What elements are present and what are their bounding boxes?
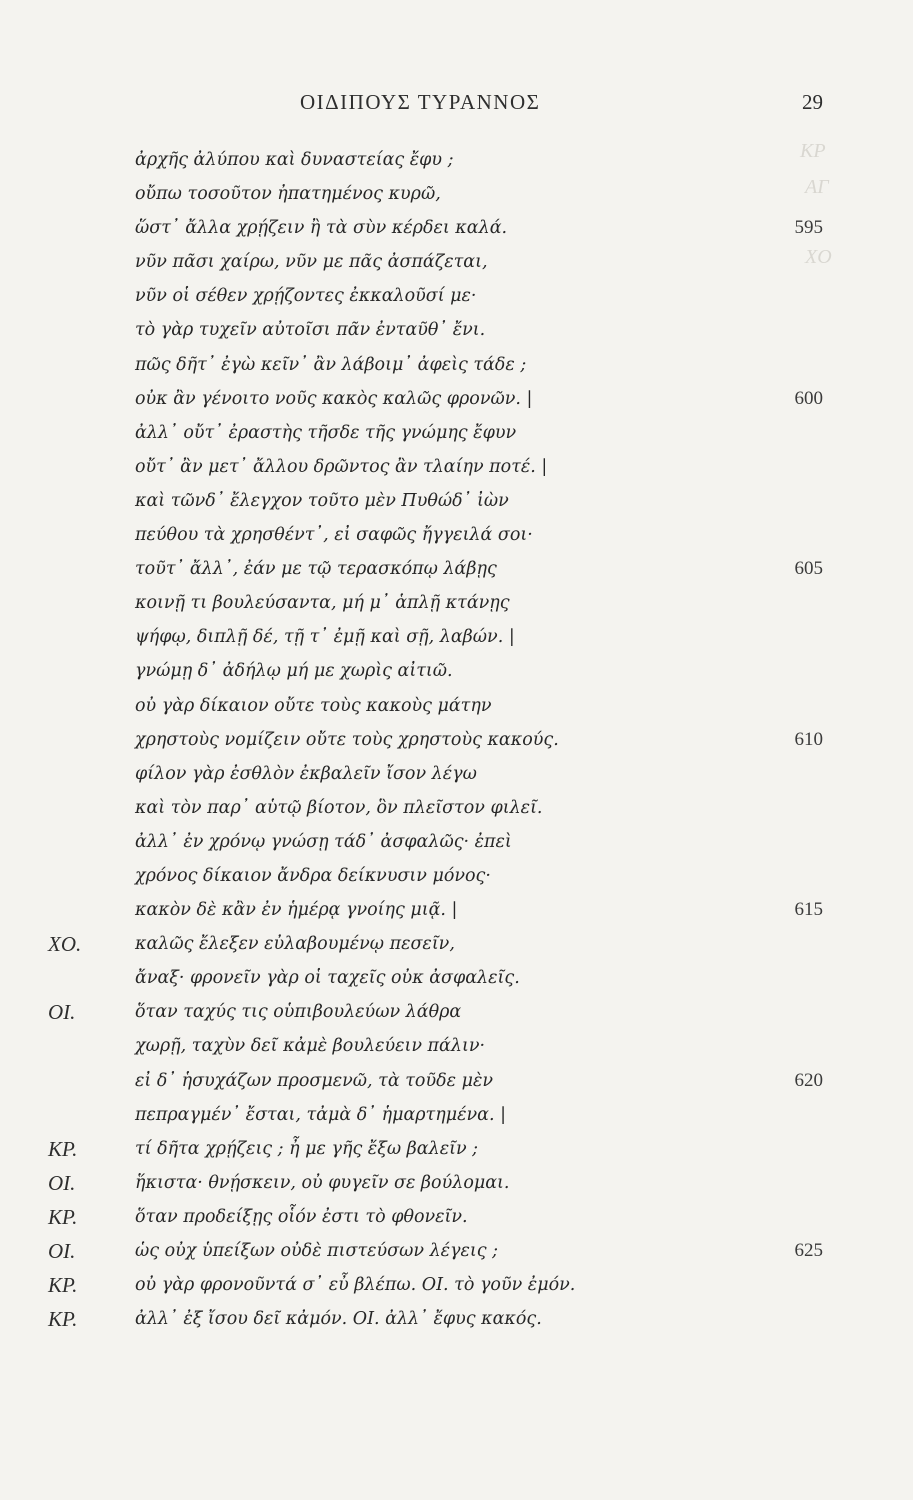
verse-text: καὶ τὸν παρ᾽ αὑτῷ βίοτον, ὃν πλεῖστον φιλεῖ. bbox=[135, 797, 543, 818]
verse-text: καλῶς ἔλεξεν εὐλαβουμένῳ πεσεῖν, bbox=[135, 934, 455, 955]
speaker-label: ΚΡ. bbox=[48, 1307, 78, 1332]
line-number: 610 bbox=[794, 728, 823, 750]
verse-line bbox=[0, 1029, 913, 1063]
verse-line bbox=[0, 1200, 913, 1234]
verse-line bbox=[0, 893, 913, 927]
verse-line bbox=[0, 177, 913, 211]
verse-text: ἄναξ· φρονεῖν γὰρ οἱ ταχεῖς οὐκ ἀσφαλεῖς. bbox=[135, 968, 520, 989]
verse-text: ὅταν ταχύς τις οὑπιβουλεύων λάθρα bbox=[135, 1002, 462, 1023]
verse-text: τὸ γὰρ τυχεῖν αὐτοῖσι πᾶν ἐνταῦθ᾽ ἔνι. bbox=[135, 320, 486, 341]
verse-text: καὶ τῶνδ᾽ ἔλεγχον τοῦτο μὲν Πυθώδ᾽ ἰὼν bbox=[135, 490, 509, 511]
verse-text: ἀρχῆς ἀλύπου καὶ δυναστείας ἔφυ ; bbox=[135, 150, 454, 170]
verse-text: νῦν πᾶσι χαίρω, νῦν με πᾶς ἀσπάζεται, bbox=[135, 252, 488, 273]
verse-text: ἀλλ᾽ ἐξ ἴσου δεῖ κἀμόν. ΟΙ. ἀλλ᾽ ἔφυς κακός. bbox=[135, 1309, 542, 1330]
speaker-label: ΟΙ. bbox=[48, 1170, 76, 1195]
verse-text: ἀλλ᾽ ἐν χρόνῳ γνώσῃ τάδ᾽ ἀσφαλῶς· ἐπεὶ bbox=[135, 831, 512, 852]
verse-line bbox=[0, 245, 913, 279]
verse-line bbox=[0, 416, 913, 450]
show-through-margin: ΧΟ bbox=[805, 246, 832, 268]
page-number: 29 bbox=[802, 90, 823, 114]
verse-text: οὐ γὰρ φρονοῦντά σ᾽ εὖ βλέπω. ΟΙ. τὸ γοῦν ἐμόν. bbox=[135, 1275, 576, 1296]
running-head bbox=[0, 90, 913, 120]
verse-line bbox=[0, 1268, 913, 1302]
verse-line bbox=[0, 586, 913, 620]
verse-line bbox=[0, 552, 913, 586]
verse-line bbox=[0, 1098, 913, 1132]
line-number: 620 bbox=[794, 1069, 823, 1091]
verse-line bbox=[0, 1064, 913, 1098]
verse-line bbox=[0, 620, 913, 654]
verse-line bbox=[0, 757, 913, 791]
verse-line bbox=[0, 279, 913, 313]
line-number: 625 bbox=[794, 1240, 823, 1261]
verse-text: τί δῆτα χρῄζεις ; ἦ με γῆς ἔξω βαλεῖν ; bbox=[135, 1138, 479, 1159]
speaker-label: ΚΡ. bbox=[48, 1273, 78, 1298]
verse-text: γνώμῃ δ᾽ ἀδήλῳ μή με χωρὶς αἰτιῶ. bbox=[135, 661, 453, 682]
speaker-label: ΧΟ. bbox=[48, 932, 82, 957]
verse-line bbox=[0, 689, 913, 723]
verse-text: κακὸν δὲ κἂν ἐν ἡμέρᾳ γνοίης μιᾷ. | bbox=[135, 900, 458, 921]
running-title: ΟΙΔΙΠΟΥΣ ΤΥΡΑΝΝΟΣ bbox=[300, 90, 541, 114]
verse-text: πεύθου τὰ χρησθέντ᾽, εἰ σαφῶς ἤγγειλά σοι· bbox=[135, 525, 533, 546]
verse-text: οὔτ᾽ ἂν μετ᾽ ἄλλου δρῶντος ἂν τλαίην ποτέ. | bbox=[135, 456, 548, 477]
verse-text: ἀλλ᾽ οὔτ᾽ ἐραστὴς τῆσδε τῆς γνώμης ἔφυν bbox=[135, 422, 517, 443]
verse-text: φίλον γὰρ ἐσθλὸν ἐκβαλεῖν ἴσον λέγω bbox=[135, 763, 477, 784]
verse-text: οὐ γὰρ δίκαιον οὔτε τοὺς κακοὺς μάτην bbox=[135, 695, 492, 716]
verse-line bbox=[0, 484, 913, 518]
verse-text: ἥκιστα· θνῄσκειν, οὐ φυγεῖν σε βούλομαι. bbox=[135, 1172, 510, 1193]
verse-text: εἰ δ᾽ ἡσυχάζων προσμενῶ, τὰ τοῦδε μὲν bbox=[135, 1070, 493, 1091]
verse-line bbox=[0, 723, 913, 757]
verse-line bbox=[0, 450, 913, 484]
speaker-label: ΚΡ. bbox=[48, 1204, 78, 1229]
line-number: 600 bbox=[794, 387, 823, 409]
show-through-margin: ΑΓ bbox=[805, 176, 829, 198]
verse-line bbox=[0, 1132, 913, 1166]
verse-text: ὅταν προδείξῃς οἷόν ἐστι τὸ φθονεῖν. bbox=[135, 1206, 468, 1227]
verse-text: ψήφῳ, διπλῇ δέ, τῇ τ᾽ ἐμῇ καὶ σῇ, λαβών. | bbox=[135, 627, 515, 648]
verse-text: χρόνος δίκαιον ἄνδρα δείκνυσιν μόνος· bbox=[135, 865, 491, 886]
line-number: 615 bbox=[794, 899, 823, 921]
verse-line bbox=[0, 927, 913, 961]
verse-text: πεπραγμέν᾽ ἔσται, τἀμὰ δ᾽ ἡμαρτημένα. | bbox=[135, 1104, 506, 1125]
verse-text: χρηστοὺς νομίζειν οὔτε τοὺς χρηστοὺς κακούς. bbox=[135, 729, 559, 750]
verse-text: πῶς δῆτ᾽ ἐγὼ κεῖν᾽ ἂν λάβοιμ᾽ ἀφεὶς τάδε ; bbox=[135, 354, 527, 375]
verse-line bbox=[0, 1166, 913, 1200]
verse-text: ὡς οὐχ ὑπείξων οὐδὲ πιστεύσων λέγεις ; bbox=[135, 1241, 499, 1261]
verse-line bbox=[0, 654, 913, 688]
verse-line bbox=[0, 518, 913, 552]
verse-line bbox=[0, 961, 913, 995]
speaker-label: ΟΙ. bbox=[48, 1000, 76, 1025]
verse-text: τοῦτ᾽ ἄλλ᾽, ἐάν με τῷ τερασκόπῳ λάβῃς bbox=[135, 559, 497, 580]
verse-line bbox=[0, 382, 913, 416]
verse-line bbox=[0, 348, 913, 382]
verse-block bbox=[0, 143, 913, 1336]
verse-line bbox=[0, 859, 913, 893]
verse-text: οὐκ ἂν γένοιτο νοῦς κακὸς καλῶς φρονῶν. | bbox=[135, 388, 533, 409]
verse-line bbox=[0, 1302, 913, 1336]
verse-text: κοινῇ τι βουλεύσαντα, μή μ᾽ ἁπλῇ κτάνῃς bbox=[135, 593, 510, 614]
verse-line bbox=[0, 211, 913, 245]
verse-text: οὔπω τοσοῦτον ἠπατημένος κυρῶ, bbox=[135, 184, 441, 205]
verse-line bbox=[0, 313, 913, 347]
verse-text: νῦν οἱ σέθεν χρῄζοντες ἐκκαλοῦσί με· bbox=[135, 286, 477, 307]
verse-line bbox=[0, 825, 913, 859]
speaker-label: ΚΡ. bbox=[48, 1136, 78, 1161]
speaker-label: ΟΙ. bbox=[48, 1239, 76, 1263]
verse-text: χωρῇ, ταχὺν δεῖ κἀμὲ βουλεύειν πάλιν· bbox=[135, 1036, 486, 1057]
line-number: 605 bbox=[794, 558, 823, 580]
verse-text: ὥστ᾽ ἄλλα χρῄζειν ἢ τὰ σὺν κέρδει καλά. bbox=[135, 218, 508, 239]
show-through-margin: ΚΡ bbox=[800, 140, 826, 162]
verse-line bbox=[0, 143, 913, 177]
line-number: 595 bbox=[794, 217, 823, 239]
verse-line bbox=[0, 1234, 913, 1268]
verse-line bbox=[0, 791, 913, 825]
verse-line bbox=[0, 995, 913, 1029]
